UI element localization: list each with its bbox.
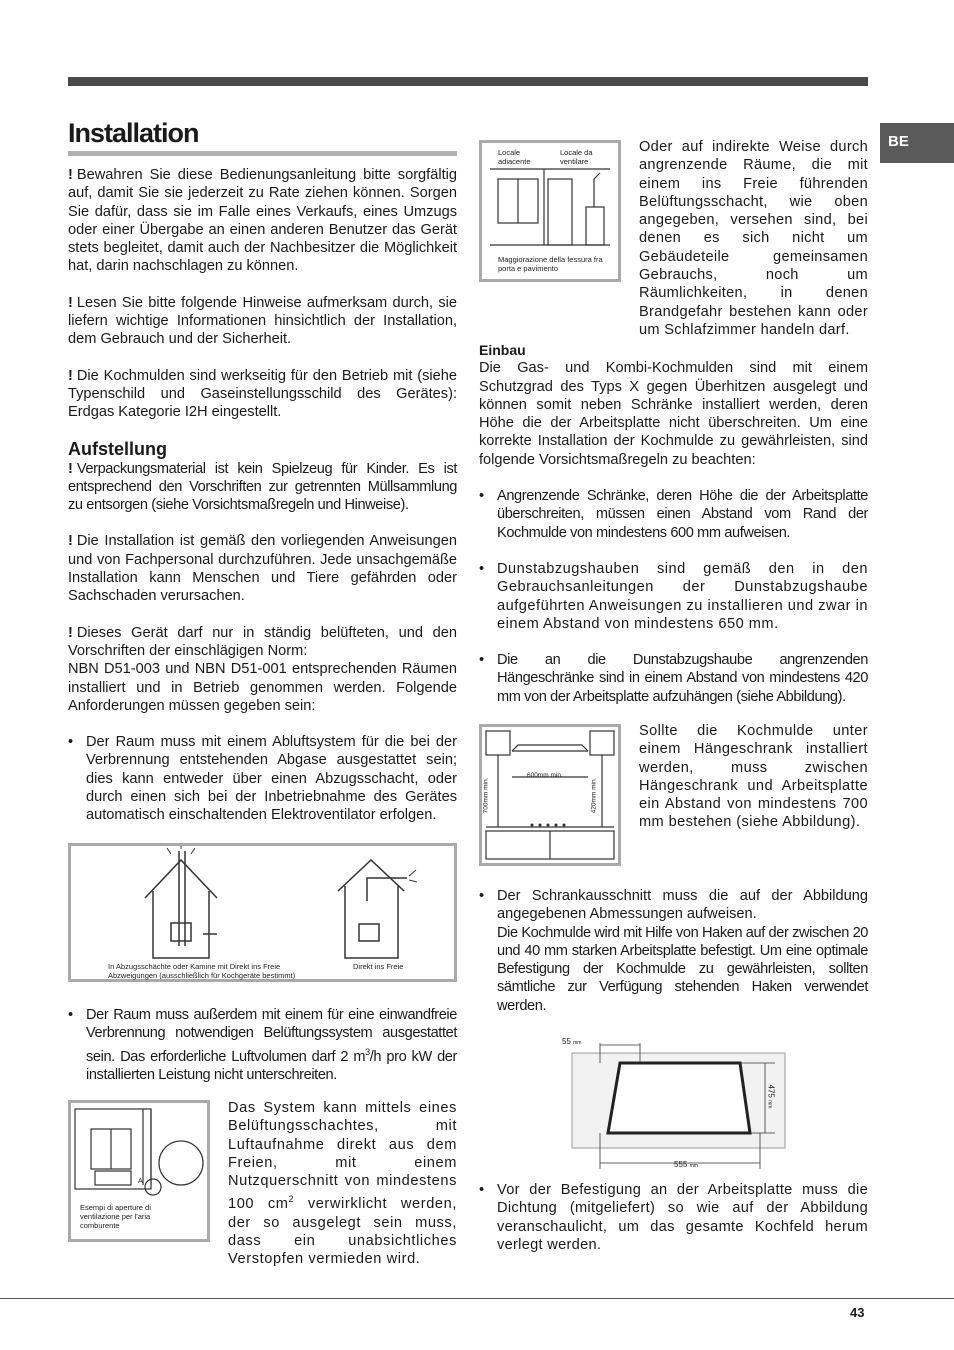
right-column-final	[479, 1181, 868, 1254]
dimension-555: 555 mm	[674, 1160, 698, 1169]
dimension-475: 475 mm	[766, 1084, 776, 1109]
exclamation-mark: !	[68, 367, 73, 384]
header-rule	[68, 77, 868, 86]
bullet-item-7: • Vor der Befestigung an der Arbeitsplatte muss die Dichtung (mitgeliefert) so wie auf der Abbildung veranschaulicht, um das gesamte Kochfeld herum verlegt werden.	[479, 1182, 868, 1253]
exclamation-mark: !	[68, 624, 73, 641]
left-column	[68, 166, 457, 825]
bullet-item-6: • Der Schrankausschnitt muss die auf der Abbildung angegebenen Abmessungen aufweisen. Die Kochmulde wird mit Hilfe von Haken auf der zwischen 20 und 40 mm starken Arbeitsplatte befestigt. Um eine optimale Befestigung der Kochmulde zu gewährleisten, sollten sämtliche zur Verfügung stehenden Haken verwendet werden.	[479, 888, 869, 1014]
figure-cutout	[560, 1033, 790, 1173]
heading-einbau: Einbau	[479, 342, 526, 358]
label-a: A	[138, 1178, 143, 1185]
figure-caption-door-gap: Maggiorazione della fessura fra porta e pavimento	[498, 255, 603, 273]
label-adjacent-room: Locale adiacente	[498, 148, 531, 166]
figure-caption-ventilation: Esempi di aperture di ventilazione per l'aria comburente	[80, 1203, 151, 1230]
figure-caption-right: Direkt ins Freie	[353, 962, 404, 971]
note-paragraph-6: ! Dieses Gerät darf nur in ständig belüfteten, und den Vorschriften der einschlägigen Norm:	[68, 624, 457, 659]
bullet-item-4: • Dunstabzugshauben sind gemäß den in den Gebrauchsanleitungen der Dunstabzugshaube aufgeführten Anweisungen zu installieren und zwar in einem Abstand von mindestens 650 mm.	[479, 560, 868, 632]
note-paragraph-3: ! Die Kochmulden sind werkseitig für den Betrieb mit (siehe Typenschild und Gaseinstellungsschild des Gerätes): Erdgas Kategorie I2H eingestellt.	[68, 367, 457, 421]
page-number: 43	[850, 1305, 865, 1320]
hanging-cabinet-paragraph: Sollte die Kochmulde unter einem Hängeschrank installiert werden, muss zwischen Hängeschrank und Arbeitsplatte ein Abstand von mindestens 700 mm bestehen (siehe Abbildung).	[639, 723, 868, 831]
exclamation-mark: !	[68, 533, 73, 550]
left-column-bullet-2	[68, 1006, 457, 1084]
footer-rule	[0, 1298, 954, 1299]
bullet-item-5: • Die an die Dunstabzugshaube angrenzenden Hängeschränke sind in einem Abstand von mindestens 420 mm von der Arbeitsplatte aufzuhängen (siehe Abbildung).	[479, 652, 868, 705]
note-paragraph-2: ! Lesen Sie bitte folgende Hinweise aufmerksam durch, sie liefern wichtige Informationen hinsichtlich der Installation, dem Gebrauch und der Sicherheit.	[68, 294, 457, 348]
figure-flue-houses	[68, 843, 457, 982]
heading-aufstellung: Aufstellung	[68, 438, 167, 459]
right-column	[479, 341, 868, 706]
norm-paragraph: NBN D51-003 und NBN D51-001 entsprechenden Räumen installiert und in Betrieb genommen werden. Folgende Anforderungen müssen gegeben sein:	[68, 661, 457, 714]
figure-distances	[479, 724, 621, 866]
system-paragraph: Das System kann mittels eines Belüftungsschachtes, mit Luftaufnahme direkt aus dem Freien, mit einem Nutzquerschnitt von mindestens 100 $cm^2$ verwirklicht werden, der so ausgelegt sein muss, dass ein unabsichtliches Verstopfen vermieden wird.	[228, 1100, 457, 1268]
exclamation-mark: !	[68, 167, 73, 183]
indirect-paragraph-top	[639, 138, 868, 339]
figure-adjacent-room	[479, 140, 621, 282]
cutout-drawing	[560, 1033, 790, 1173]
note-paragraph-4: ! Verpackungsmaterial ist kein Spielzeug für Kinder. Es ist entsprechend den Vorschriften zur getrennten Müllsammlung zu entsorgen (siehe Vorsichtsmaßregeln und Hinweise).	[68, 460, 457, 514]
flue-houses-drawing	[71, 846, 454, 979]
page-title: Installation	[68, 115, 457, 156]
dimension-55: 55 mm	[562, 1037, 582, 1046]
note-paragraph-5: ! Die Installation ist gemäß den vorliegenden Anweisungen und von Fachpersonal durchzuführen. Jede unsachgemäße Installation kann Menschen und Tiere gefährden oder Sachschaden verursachen.	[68, 533, 457, 605]
language-tab: BE	[880, 123, 954, 163]
label-420mm: 420mm min.	[590, 777, 598, 814]
exclamation-mark: !	[68, 294, 73, 311]
bullet-item-1: • Der Raum muss mit einem Abluftsystem für die bei der Verbrennung entstehenden Abgase ausgestattet sein; dies kann entweder über einen Abzugsschacht, oder durch einen sich bei der Inbetriebnahme des Gerätes automatisch einschaltenden Elektroventilator erfolgen.	[68, 734, 457, 824]
label-600mm: 600mm min.	[527, 772, 563, 779]
label-room-to-ventilate: Locale da ventilare	[560, 148, 593, 166]
figure-ventilation-opening	[68, 1100, 210, 1242]
bullet-item-3: • Angrenzende Schränke, deren Höhe die der Arbeitsplatte überschreiten, müssen einen Abstand vom Rand der Kochmulde von mindestens 600 mm aufweisen.	[479, 488, 868, 541]
exclamation-mark: !	[68, 460, 73, 477]
label-700mm: 700mm min.	[482, 777, 490, 814]
indirect-paragraph: Oder auf indirekte Weise durch angrenzende Räume, die mit einem ins Freie führenden Belüftungsschacht, wie oben angegeben, versehen sind, bei denen es sich nicht um Gebäudeteile gemeinsamen Gebrauchs, noch um Räumlichkeiten, in denen Brandgefahr bestehen kann oder um Schlafzimmer handeln darf.	[639, 139, 868, 338]
einbau-paragraph: Die Gas- und Kombi-Kochmulden sind mit einem Schutzgrad des Typs X gegen Überhitzen ausgelegt und können somit neben Schränke installiert werden, deren Höhe die der Arbeitsplatte nicht überschreiten. Um eine korrekte Installation der Kochmulde zu gewährleisten, sind folgende Vorsichtsmaßregeln zu beachten:	[479, 360, 868, 468]
note-paragraph-1: ! Bewahren Sie diese Bedienungsanleitung bitte sorgfältig auf, damit Sie sie jederzeit zu Rate ziehen können. Sorgen Sie dafür, dass sie im Falle eines Verkaufs, eines Umzugs oder einer Übergabe an einen anderen Benutzer das Gerät stets begleitet, damit auch der Nachbesitzer die Möglichkeit hat, darin nachschlagen zu können.	[68, 167, 457, 275]
figure-caption-left: In Abzugsschächte oder Kamine mit Direkt ins Freie Abzweigungen (ausschließlich für Kochgeräte bestimmt)	[108, 962, 296, 980]
bullet-item-2: • Der Raum muss außerdem mit einem für eine einwandfreie Verbrennung notwendigen Belüftungssystem ausgestattet sein. Das erforderliche Luftvolumen darf 2 $m^3/h$ pro kW der installierten Leistung nicht unterschreiten.	[68, 1007, 457, 1083]
right-column-lower	[479, 887, 868, 1015]
